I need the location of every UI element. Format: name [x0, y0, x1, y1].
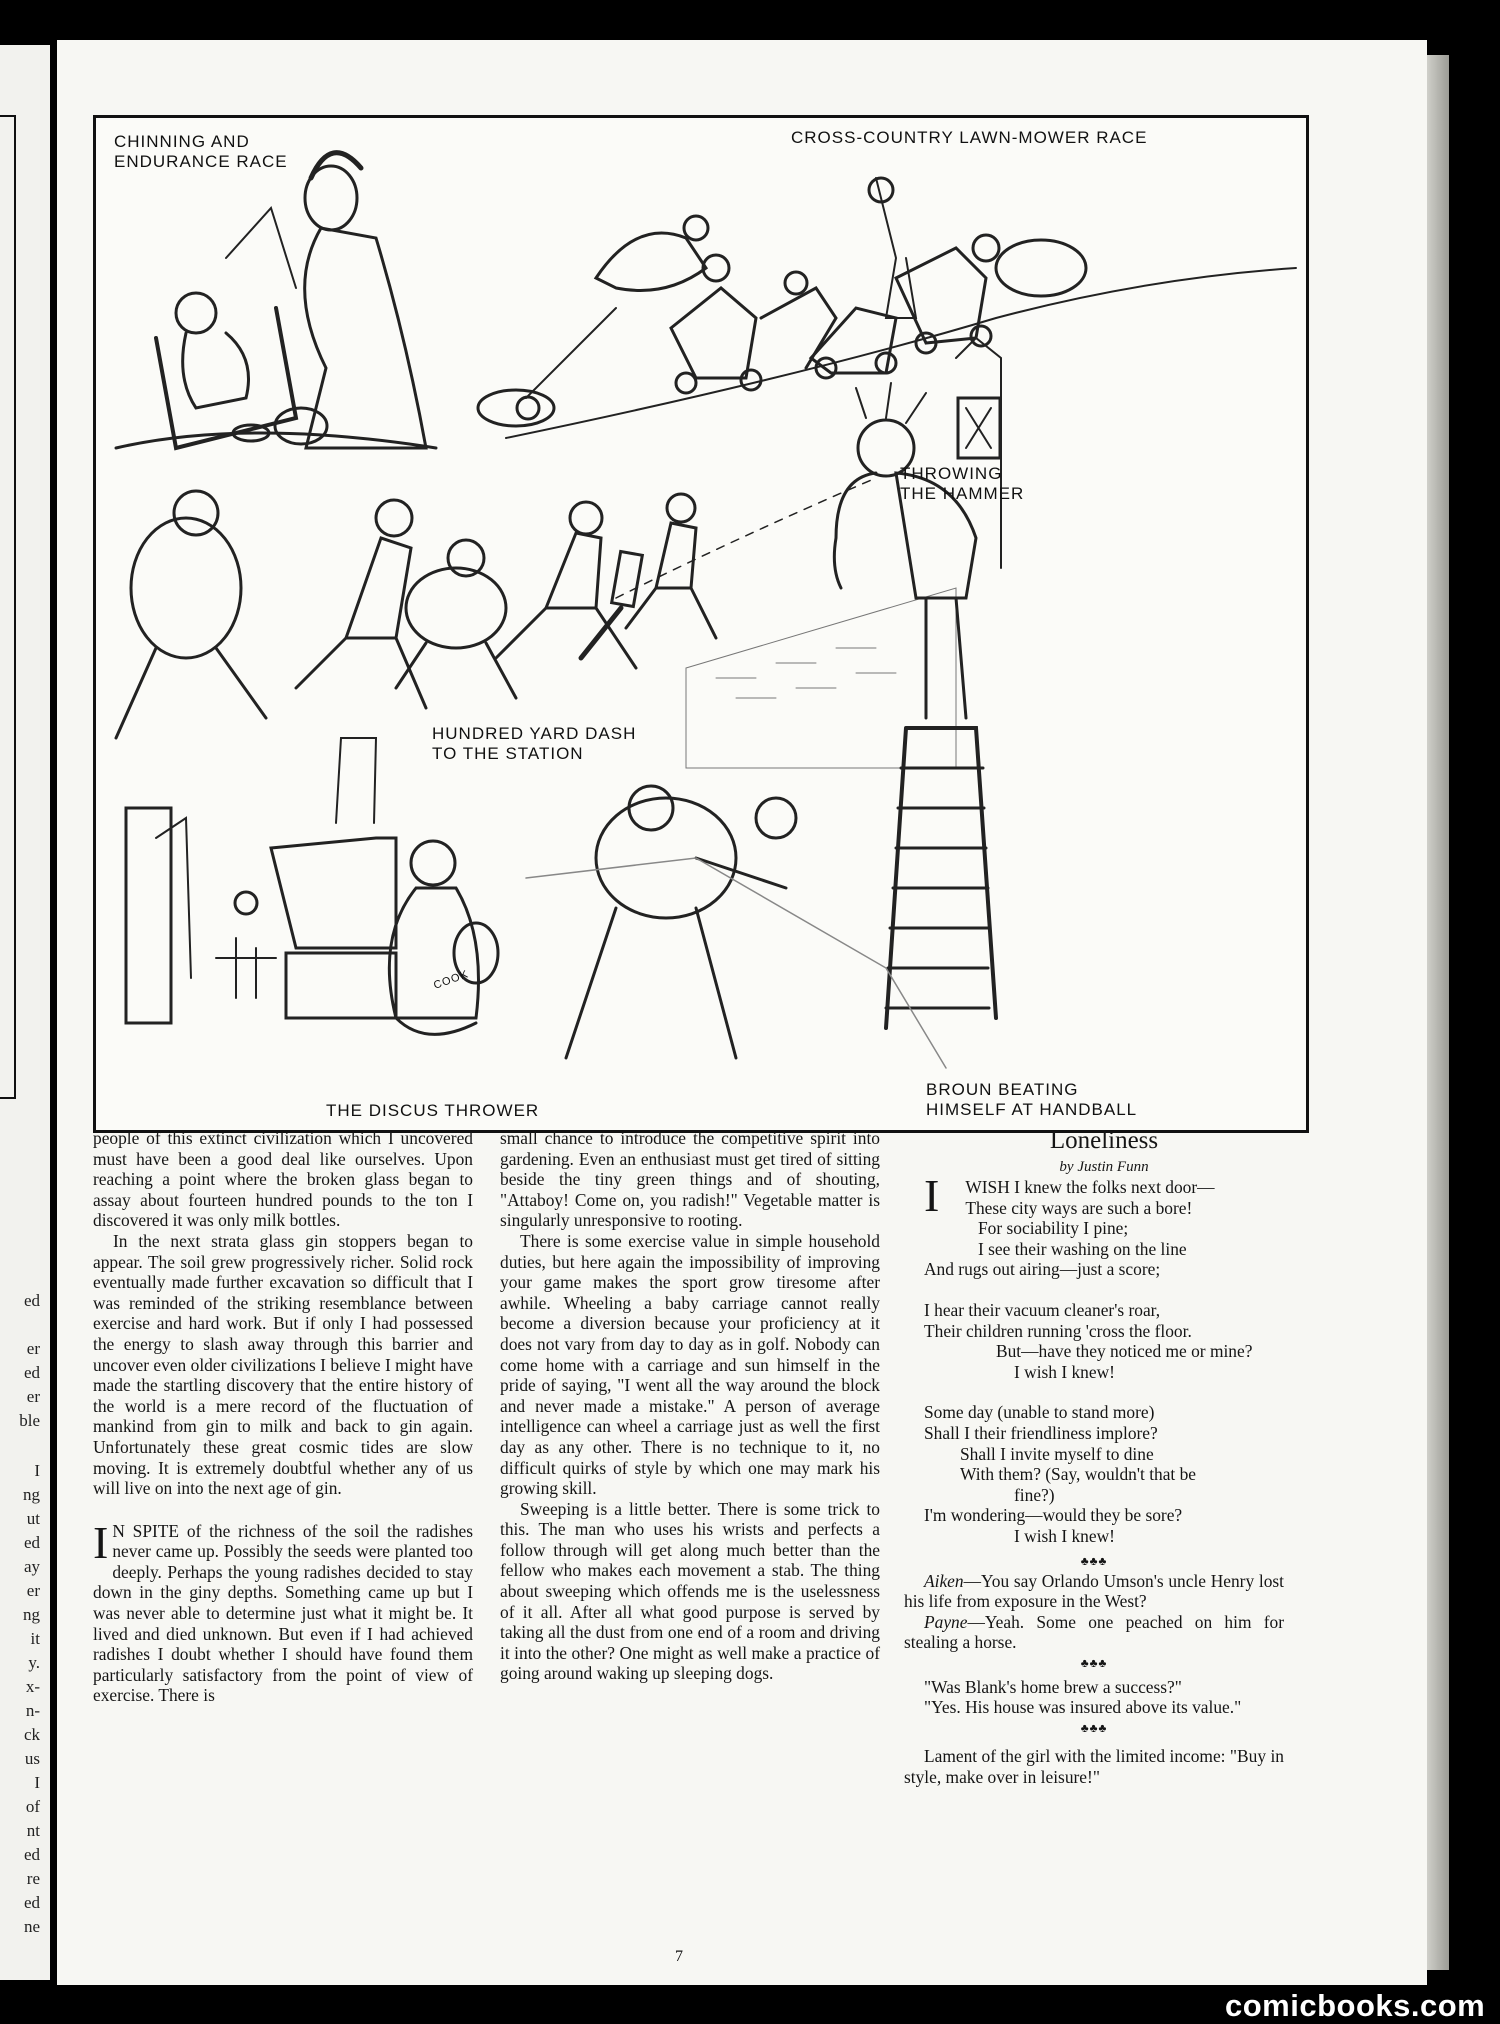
previous-page-text-fragment: re — [26, 1869, 40, 1888]
joke-2-question: "Was Blank's home brew a success?" — [924, 1676, 1182, 1697]
poem-column — [904, 1125, 1284, 1787]
caption-hundred-yard-dash: HUNDRED YARD DASH TO THE STATION — [432, 724, 637, 763]
joke-3: Lament of the girl with the limited income: "Buy in style, make over in leisure!" — [904, 1746, 1284, 1787]
previous-page-text-fragment: ne — [23, 1917, 40, 1936]
watermark-logo: comicbooks.com — [1225, 1988, 1486, 2023]
previous-page-text-fragment: er — [26, 1387, 40, 1406]
ornament-divider: ♣♣♣ — [1080, 1721, 1108, 1736]
previous-page-text-fragment: us — [24, 1749, 40, 1768]
article-column-2 — [500, 1128, 880, 1684]
col2-paragraph-3: Sweeping is a little better. There is some trick to this. The man who uses his wrists and perfects a follow through will get along much better than the fellow who makes each movement a stab. The thing about sweeping which offends me is the uselessness of it all. After all what good purpose is served by taking all the dust from one end of a room and driving it into the other? One might as well make a practice of going around waking up sleeping dogs. — [500, 1498, 880, 1684]
previous-page-text-fragment: n- — [25, 1701, 40, 1720]
cartoon-drawing — [96, 118, 1306, 1130]
poem-stanza-1: I WISH I knew the folks next door— These city ways are such a bore! For sociability I pine; I see their washing on the line And rugs out airing—just a score; — [904, 1177, 1284, 1280]
caption-handball: BROUN BEATING HIMSELF AT HANDBALL — [926, 1080, 1138, 1119]
joke-2-answer: "Yes. His house was insured above its value." — [924, 1697, 1242, 1718]
poem-title: Loneliness — [1049, 1127, 1159, 1154]
previous-page-edge — [0, 45, 50, 1980]
joke-1-line-1: Aiken—You say Orlando Umson's uncle Henry lost his life from exposure in the West? — [904, 1570, 1284, 1612]
joke-1-line-2: Payne—Yeah. Some one peached on him for stealing a horse. — [904, 1611, 1284, 1653]
previous-page-text-fragment: ay — [23, 1557, 40, 1576]
col2-paragraph-2: There is some exercise value in simple household duties, but here again the impossibility of improving your game makes the sport grow tiresome after awhile. Wheeling a baby carriage cannot really become a diversion because your proficiency at it does not vary from day to day as in golf. Nobody can come home with a carriage and sun himself in the pride of saying, "I went all the way around the block and never made a mistake." A person of average intelligence can wheel a carriage just as well the first day as any other. There is no technique to it, no difficult quirks of style by which one may mark his growing skill. — [500, 1230, 880, 1499]
cartoon-illustration — [93, 115, 1309, 1133]
poem-byline: by Justin Funn — [1059, 1159, 1149, 1175]
article-column-1 — [93, 1128, 473, 1706]
previous-page-text-fragment: I — [34, 1773, 40, 1792]
caption-chinning: CHINNING AND ENDURANCE RACE — [114, 132, 288, 171]
poem-drop-cap: I — [924, 1170, 940, 1221]
caption-throwing-hammer: THROWING THE HAMMER — [900, 464, 1025, 503]
previous-page-text-fragment: it — [30, 1629, 40, 1648]
previous-page-text-fragment: er — [26, 1339, 40, 1358]
ornament-divider: ♣♣♣ — [1080, 1553, 1108, 1568]
previous-page-text-fragment: ed — [23, 1291, 40, 1310]
previous-page-text-fragment: ut — [26, 1509, 40, 1528]
previous-page-text-fragment: ng — [23, 1485, 40, 1504]
previous-page-text-fragment: ble — [19, 1411, 40, 1430]
previous-page-text-fragment: of — [25, 1797, 40, 1816]
previous-page-box-rule — [0, 115, 16, 1099]
caption-lawn-mower-race: CROSS-COUNTRY LAWN-MOWER RACE — [791, 128, 1148, 147]
poem-stanza-3: Some day (unable to stand more) Shall I their friendliness implore? Shall I invite myself to dine With them? (Say, wouldn't that be fine?) I'm wondering—would they be sore? I wish I knew! — [924, 1402, 1197, 1546]
previous-page-text-fragment: y. — [28, 1653, 40, 1672]
previous-page-text-fragment: ng — [23, 1605, 40, 1624]
previous-page-text-fragment: ed — [23, 1363, 40, 1382]
col1-paragraph-2: In the next strata glass gin stoppers began to appear. The soil grew progressively richer. Solid rock eventually made further excavation so difficult that I was reminded of the striking resemblance between exercise and hard work. But if only I had possessed the energy to slash away through this barrier and uncover even older civilizations I believe I might have made the startling discovery that the entire history of the world is a mere record of the fluctuation of mankind from gin to milk and back to gin again. Unfortunately these great cosmic tides are slow moving. It is extremely doubtful whether any of us will live on into the next age of gin. — [93, 1230, 473, 1499]
previous-page-text-fragment: ck — [23, 1725, 40, 1744]
caption-discus-thrower: THE DISCUS THROWER — [326, 1101, 540, 1120]
page-number: 7 — [675, 1948, 683, 1965]
poem-stanza-2: I hear their vacuum cleaner's roar, Their children running 'cross the floor. But—have they noticed me or mine? I wish I knew! — [924, 1299, 1253, 1382]
col1-paragraph-3: I N SPITE of the richness of the soil the radishes never came up. Possibly the seeds were planted too deeply. Perhaps the young radishes decided to stay down in the giny depths. Something came up but I was never able to determine just what it might be. It lived and died unknown. But even if I had achieved radishes I doubt whether I should have found them particularly satisfactory from the point of view of exercise. There is — [93, 1516, 473, 1706]
drop-cap: I — [93, 1516, 109, 1568]
previous-page-text-fragment: er — [26, 1581, 40, 1600]
magazine-page — [57, 40, 1427, 1985]
previous-page-text-fragment: ed — [23, 1893, 40, 1912]
ornament-divider: ♣♣♣ — [1080, 1655, 1108, 1670]
previous-page-text-fragment: ed — [23, 1845, 40, 1864]
apron-label: COOK — [432, 968, 471, 992]
book-spine-edge — [1427, 55, 1449, 1970]
previous-page-text-fragment: nt — [26, 1821, 40, 1840]
col2-paragraph-1: small chance to introduce the competitive spirit into gardening. Even an enthusiast must get tired of sitting beside the tiny green things and of shouting, "Attaboy! Come on, you radish!" Vegetable matter is singularly unresponsive to rooting. — [500, 1128, 880, 1231]
previous-page-text-fragment: I — [34, 1461, 40, 1480]
col1-paragraph-1: people of this extinct civilization which I uncovered must have been a good deal like ourselves. Upon reaching a point where the broken glass began to assay about fourteen hundred pounds to the ton I discovered it was only milk bottles. — [93, 1128, 473, 1231]
previous-page-text-fragment: ed — [23, 1533, 40, 1552]
previous-page-text-fragment: x- — [25, 1677, 40, 1696]
